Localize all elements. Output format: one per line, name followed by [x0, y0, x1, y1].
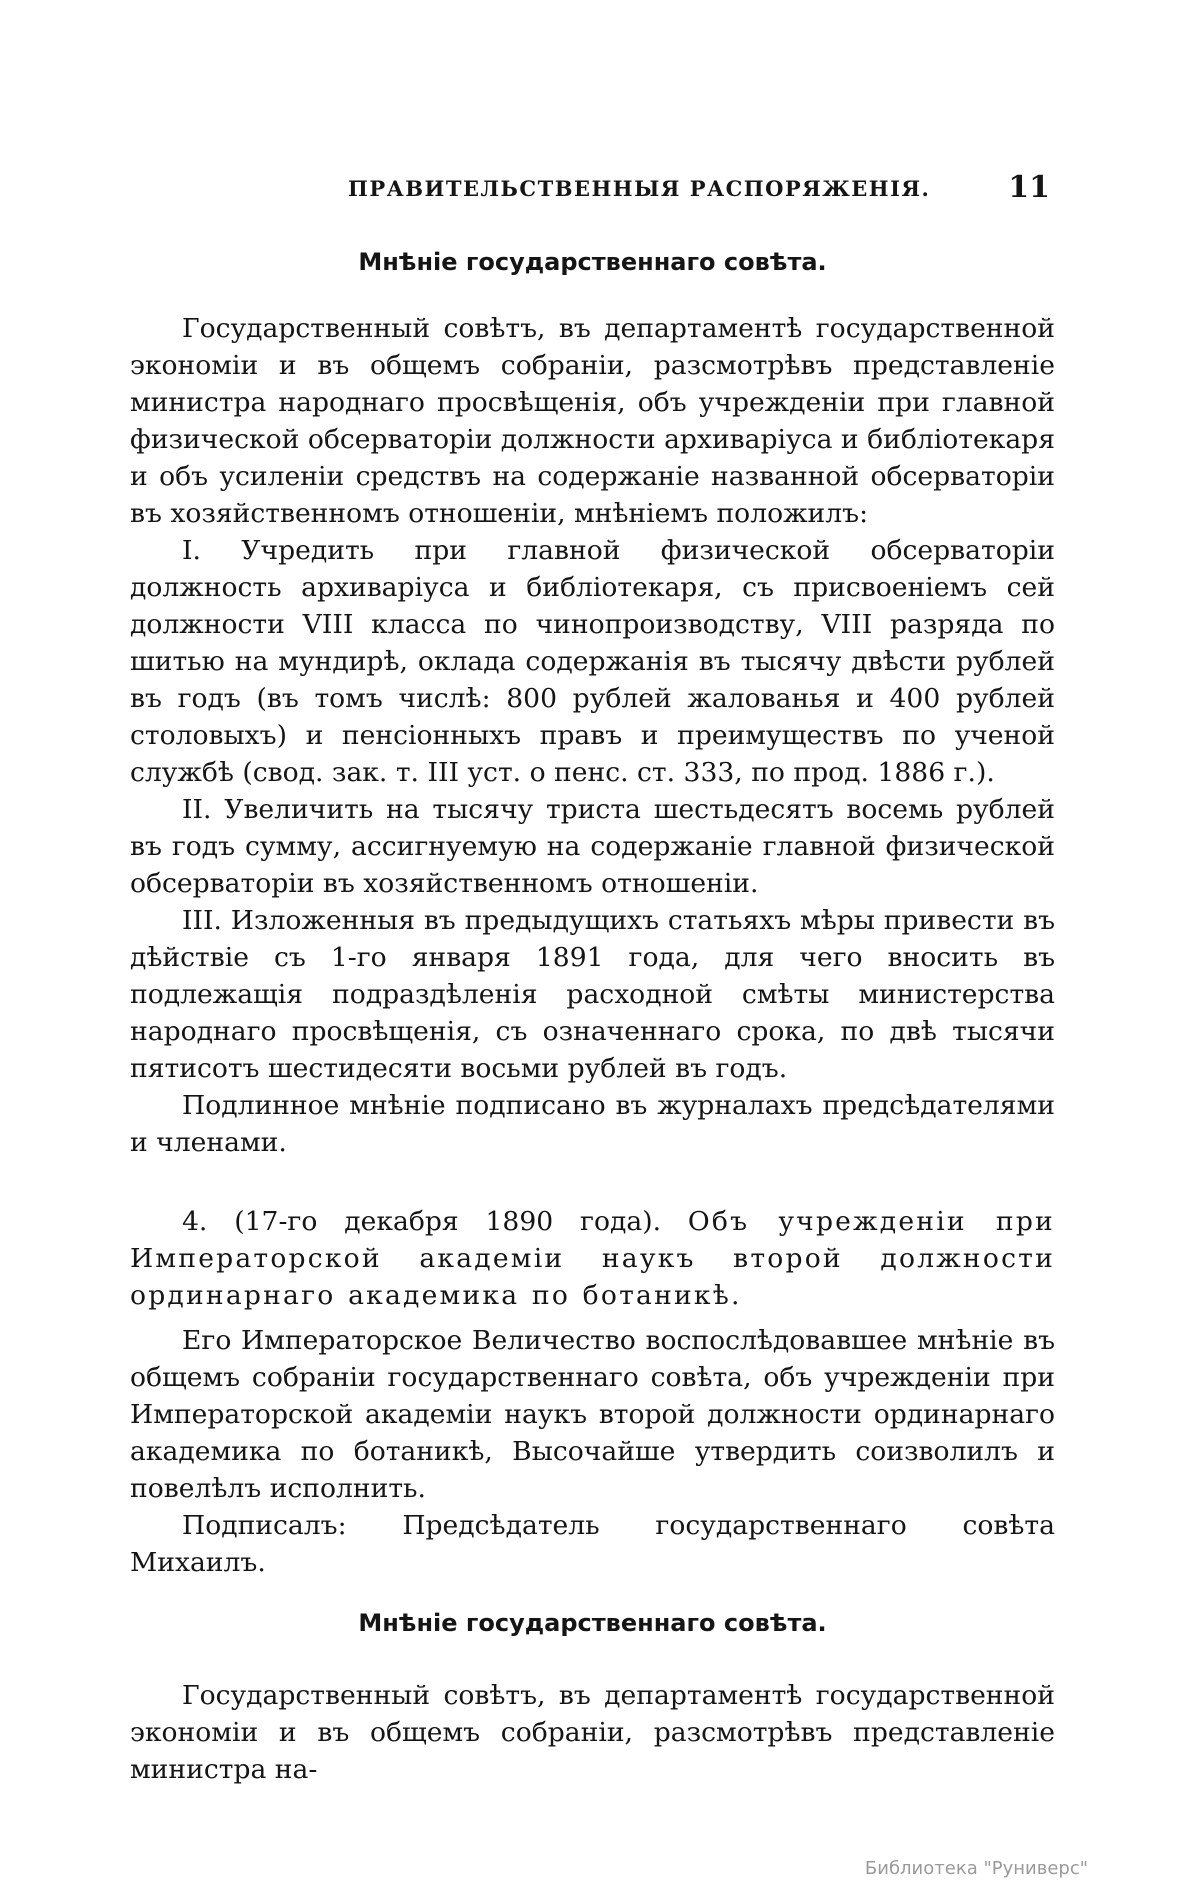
library-watermark: Библиотека "Руниверс" — [864, 1858, 1088, 1879]
section-heading-opinion-2: Мнѣніе государственнаго совѣта. — [358, 1609, 827, 1637]
body-text — [130, 248, 1055, 1788]
decree-title: Объ учрежденіи при Императорской академіи наукъ второй должности ординарнаго академика по ботаникѣ. — [130, 1206, 1055, 1311]
opinion-intro-paragraph: Государственный совѣтъ, въ департаментѣ государственной экономіи и въ общемъ собраніи, разсмотрѣвъ представленіе министра народнаго просвѣщенія, объ учрежденіи при главной физической обсерваторіи должности архиваріуса и библіотекаря и объ усиленіи средствъ на содержаніе названной обсерваторіи въ хозяйственномъ отношеніи, мнѣніемъ положилъ: — [130, 313, 1055, 529]
opinion-signed-note: Подлинное мнѣніе подписано въ журналахъ предсѣдателями и членами. — [130, 1090, 1055, 1158]
opinion-article-3: III. Изложенныя въ предыдущихъ статьяхъ мѣры привести въ дѣйствіе съ 1-го января 1891 года, для чего вносить въ подлежащія подраздѣленія расходной смѣты министерства народнаго просвѣщенія, съ означеннаго срока, по двѣ тысячи пятисотъ шестидесяти восьми рублей въ годъ. — [130, 905, 1055, 1084]
opinion-2-intro-paragraph: Государственный совѣтъ, въ департаментѣ государственной экономіи и въ общемъ собраніи, разсмотрѣвъ представленіе министра на- — [130, 1680, 1055, 1785]
section-gap — [130, 1161, 1055, 1203]
opinion-article-1: I. Учредить при главной физической обсерваторіи должность архиваріуса и библіотекаря, съ присвоеніемъ сей должности VIII класса по чинопроизводству, VIII разряда по шитью на мундирѣ, оклада содержанія въ тысячу двѣсти рублей въ годъ (въ томъ числѣ: 800 рублей жалованья и 400 рублей столовыхъ) и пенсіонныхъ правъ и преимуществъ по ученой службѣ (свод. зак. т. III уст. о пенс. ст. 333, по прод. 1886 г.). — [130, 535, 1055, 788]
running-head — [130, 172, 1050, 212]
section-heading-opinion: Мнѣніе государственнаго совѣта. — [358, 248, 827, 276]
decree-signature: Подписалъ: Предсѣдатель государственнаго совѣта Михаилъ. — [130, 1510, 1055, 1578]
decree-date: 4. (17-го декабря 1890 года). — [182, 1206, 662, 1237]
decree-entry — [130, 1203, 1055, 1314]
page-number: 11 — [1008, 170, 1050, 205]
opinion-article-2: II. Увеличить на тысячу триста шестьдесятъ восемь рублей въ годъ сумму, ассигнуемую на содержаніе главной физической обсерваторіи въ хозяйственномъ отношеніи. — [130, 794, 1055, 899]
running-title: ПРАВИТЕЛЬСТВЕННЫЯ РАСПОРЯЖЕНІЯ. — [348, 176, 931, 201]
paragraph-gap — [130, 1314, 1055, 1322]
decree-text: Его Императорское Величество воспослѣдовавшее мнѣніе въ общемъ собраніи государственнаго совѣта, объ учрежденіи при Императорской академіи наукъ второй должности ординарнаго академика по ботаникѣ, Высочайше утвердить соизволилъ и повелѣлъ исполнить. — [130, 1325, 1055, 1504]
